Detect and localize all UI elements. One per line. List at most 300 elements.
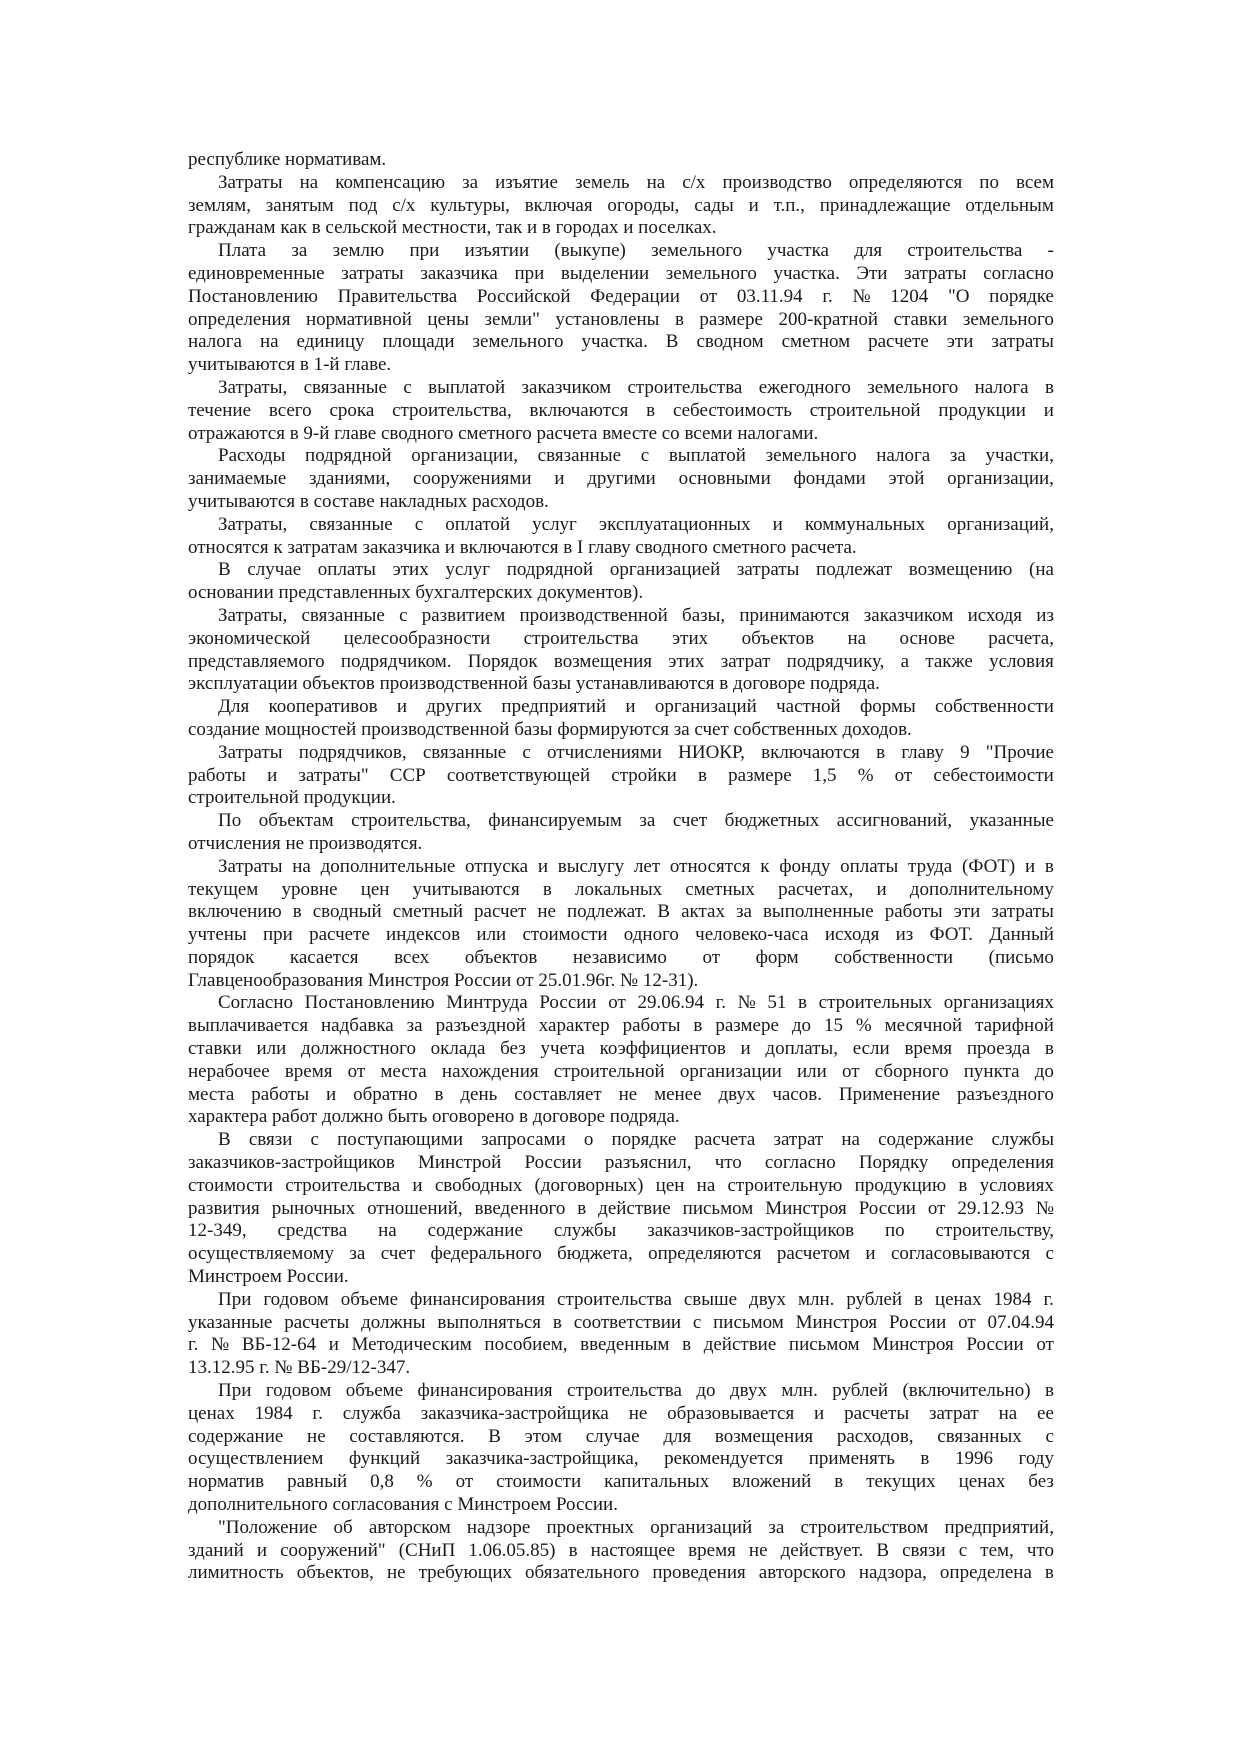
word: году <box>1018 1448 1054 1470</box>
word: Затраты <box>218 855 283 877</box>
word: заказчика <box>420 262 498 284</box>
word: услуг <box>532 513 577 535</box>
word: включаются <box>529 399 629 421</box>
word: проведения <box>652 1562 746 1584</box>
word: о <box>583 1129 594 1151</box>
word: объектов <box>302 673 375 695</box>
word: бухгалтерских <box>415 582 533 604</box>
word: к <box>760 855 770 877</box>
word: расчете <box>309 924 370 946</box>
word: фондами <box>793 468 866 490</box>
text-line <box>188 1448 1054 1471</box>
word: формы <box>859 696 916 718</box>
word: определения <box>951 1152 1054 1174</box>
word: и <box>1024 855 1036 877</box>
word: ценах <box>958 1471 1006 1493</box>
word: оплаты <box>317 559 376 581</box>
word: затраты <box>736 559 800 581</box>
text-line <box>188 286 1054 309</box>
word: всеми <box>684 422 733 444</box>
word: за <box>673 718 690 740</box>
word: условия <box>989 650 1054 672</box>
word: под <box>348 194 378 216</box>
text-line <box>188 559 1054 582</box>
word: 07.04.94 <box>987 1311 1054 1333</box>
word: запросами <box>481 1129 566 1151</box>
text-line <box>188 901 1054 924</box>
word: единицу <box>296 331 365 353</box>
word: производятся. <box>308 832 423 854</box>
word: производственной <box>361 718 510 740</box>
word: эксплуатационных <box>598 513 751 535</box>
word: в <box>1044 855 1054 877</box>
word: (ФОТ) <box>962 855 1016 877</box>
word: на <box>299 171 319 193</box>
word: порядке <box>611 1129 677 1151</box>
word: главу <box>901 741 944 763</box>
word: если <box>852 1038 890 1060</box>
word: занятым <box>265 194 334 216</box>
word: учета <box>540 1038 585 1060</box>
word: Затраты <box>218 741 283 763</box>
word: других <box>426 696 483 718</box>
word: заказчика <box>362 536 441 558</box>
word: сады <box>694 194 734 216</box>
word: налога <box>876 445 931 467</box>
word: затрат <box>720 650 771 672</box>
word: действует. <box>780 1539 864 1561</box>
word: с/х <box>392 194 416 216</box>
word: России. <box>286 1266 349 1288</box>
word: % <box>416 1471 433 1493</box>
word: этой <box>888 468 925 490</box>
word: включаются <box>761 741 860 763</box>
word: всего <box>268 399 312 421</box>
word: сводного <box>635 536 708 558</box>
word: от <box>699 285 718 307</box>
word: и <box>554 468 565 490</box>
word: Минстроя <box>367 969 450 991</box>
word: в <box>311 217 321 239</box>
word: основании <box>188 582 274 604</box>
word: время <box>904 1038 953 1060</box>
word: млн. <box>797 1288 835 1310</box>
word: в <box>682 1334 692 1356</box>
word: Российской <box>476 285 571 307</box>
word: функций <box>348 1448 421 1470</box>
word: организацией <box>609 559 721 581</box>
text-line <box>188 1220 1054 1243</box>
word: г. <box>312 1402 323 1424</box>
paragraph <box>188 856 1054 993</box>
word: производство <box>722 171 832 193</box>
word: на <box>847 627 867 649</box>
word: строительства <box>567 1380 682 1402</box>
word: письмом <box>788 1334 860 1356</box>
word: с <box>1045 1243 1054 1265</box>
word: или <box>797 1060 827 1082</box>
word: в <box>1044 1562 1054 1584</box>
word: частной <box>776 696 841 718</box>
word: дополнительному <box>909 878 1054 900</box>
word: затраты <box>341 262 404 284</box>
word: затратам <box>287 536 358 558</box>
word: базы, <box>682 604 726 626</box>
word: выполняться <box>437 1311 542 1333</box>
word: соответствующей <box>446 764 591 786</box>
word: строительной <box>553 1060 665 1082</box>
word: за <box>349 1243 366 1265</box>
paragraph <box>188 1129 1054 1289</box>
text-line <box>188 1084 1054 1107</box>
word: включая <box>524 194 593 216</box>
word: зданиями, <box>309 468 391 490</box>
word: строительства <box>523 627 639 649</box>
word: нормативам. <box>285 149 387 170</box>
word: затраты <box>904 262 967 284</box>
word: учитываются <box>412 878 520 900</box>
word: при <box>514 262 545 284</box>
word: 1-й <box>313 354 340 376</box>
word: финансируемым <box>488 810 622 832</box>
word: 9 <box>960 741 970 763</box>
word: от <box>702 946 721 968</box>
word: работы <box>622 1015 681 1037</box>
word: содержание <box>878 1129 974 1151</box>
word: городах <box>555 217 619 239</box>
word: и <box>444 536 455 558</box>
word: стоимости <box>496 1471 582 1493</box>
text-line <box>188 491 1054 514</box>
word: Федерации <box>590 285 680 307</box>
word: свыше <box>683 1288 738 1310</box>
paragraph <box>188 1380 1054 1517</box>
word: доплаты, <box>765 1038 838 1060</box>
word: введенного <box>474 1197 566 1219</box>
word: (включительно) <box>902 1380 1031 1402</box>
word: 1996 <box>954 1448 993 1470</box>
word: расчеты <box>284 1311 350 1333</box>
word: ФОТ. <box>929 924 973 946</box>
word: По <box>218 810 242 832</box>
word: 9-й <box>303 422 330 444</box>
word: России <box>858 1197 916 1219</box>
word: % <box>857 764 874 786</box>
word: сметном <box>781 331 851 353</box>
word: В <box>488 1425 501 1447</box>
word: с <box>958 1539 968 1561</box>
word: обязательного <box>525 1562 640 1584</box>
word: оплатой <box>445 513 511 535</box>
word: услуг <box>445 559 491 581</box>
word: месячной <box>884 1015 963 1037</box>
word: этих <box>392 559 429 581</box>
word: гражданам <box>188 217 276 239</box>
word: работы <box>188 764 246 786</box>
word: принимаются <box>739 604 850 626</box>
word: ее <box>1037 1402 1054 1424</box>
word: выплатой <box>428 376 506 398</box>
word: поселках. <box>638 217 717 239</box>
word: "Положение <box>218 1516 318 1538</box>
word: стоимости <box>188 1174 274 1196</box>
word: 12-31). <box>642 969 699 991</box>
word: осуществлением <box>188 1448 324 1470</box>
word: время <box>284 1060 333 1082</box>
word: труда <box>908 855 953 877</box>
word: В <box>657 901 671 923</box>
word: строительства, <box>351 810 471 832</box>
word: г. <box>188 1334 199 1356</box>
word: должно <box>321 1106 384 1128</box>
word: В <box>876 1539 890 1561</box>
word: Правительства <box>337 285 458 307</box>
word: разъездной <box>435 1015 526 1037</box>
word: в <box>519 1106 529 1128</box>
word: кооперативов <box>268 696 378 718</box>
word: от <box>516 969 534 991</box>
word: места <box>188 1083 235 1105</box>
word: с <box>1045 1425 1054 1447</box>
word: России <box>966 1334 1024 1356</box>
word: оговорено <box>432 1106 515 1128</box>
word: 15 <box>823 1015 843 1037</box>
word: собственных <box>733 718 838 740</box>
word: культуры, <box>430 194 510 216</box>
word: в <box>697 764 707 786</box>
word: определяются <box>648 1243 762 1265</box>
word: возмещения <box>553 650 653 672</box>
text-line <box>188 1471 1054 1494</box>
word: компенсацию <box>335 171 446 193</box>
word: также <box>925 650 973 672</box>
text-line <box>188 1562 1054 1585</box>
word: Минтруда <box>446 992 528 1014</box>
text-line <box>188 331 1054 354</box>
word: 1984 <box>993 1288 1032 1310</box>
word: часов. <box>772 1083 822 1105</box>
word: в <box>1044 1380 1054 1402</box>
word: расчет <box>474 901 527 923</box>
word: в <box>876 741 886 763</box>
word: подрядной <box>305 445 392 467</box>
word: выплатой <box>668 445 746 467</box>
word: России <box>889 1311 947 1333</box>
word: эксплуатации <box>188 673 298 695</box>
word: письмом <box>682 1197 754 1219</box>
word: отношений, <box>367 1197 463 1219</box>
word: в <box>834 1471 844 1493</box>
word: В <box>218 559 231 581</box>
word: с <box>444 1494 453 1516</box>
word: ассигнований, <box>836 810 953 832</box>
paragraph <box>188 559 1054 605</box>
word: учитываются <box>188 354 296 376</box>
word: с <box>522 741 531 763</box>
document-page <box>188 149 1054 1585</box>
text-line <box>188 719 1054 742</box>
word: № <box>620 969 639 991</box>
word: Затраты, <box>218 513 288 535</box>
word: указанные <box>188 1311 273 1333</box>
word: в <box>646 399 656 421</box>
word: службы <box>553 1220 617 1242</box>
word: в <box>299 490 309 512</box>
word: или <box>256 1038 287 1060</box>
word: поступающими <box>337 1129 463 1151</box>
word: осуществляемому <box>188 1243 334 1265</box>
word: авторском <box>368 1516 451 1538</box>
paragraph <box>188 514 1054 560</box>
word: включаются <box>459 536 559 558</box>
word: отражаются <box>188 422 285 444</box>
word: участка. <box>773 262 840 284</box>
word: до <box>696 1380 716 1402</box>
word: затраты" <box>298 764 369 786</box>
word: определяются <box>848 171 963 193</box>
word: или <box>476 924 507 946</box>
word: Постановлению <box>188 285 318 307</box>
word: г. <box>715 992 726 1014</box>
word: I <box>576 536 584 558</box>
word: млн. <box>781 1380 818 1402</box>
word: с/х <box>682 171 706 193</box>
word: расчета. <box>790 536 857 558</box>
text-line <box>188 354 1054 377</box>
word: размере <box>715 1015 779 1037</box>
word: независимо <box>572 946 667 968</box>
word: характера <box>188 1106 268 1128</box>
word: мощностей <box>264 718 357 740</box>
text-line <box>188 1152 1054 1175</box>
word: свободных <box>434 1174 523 1196</box>
word: 0,8 <box>370 1471 394 1493</box>
word: затрат <box>773 1129 824 1151</box>
word: 03.11.94 <box>736 285 803 307</box>
word: за <box>462 171 479 193</box>
word: надзора, <box>858 1562 927 1584</box>
word: и <box>526 217 538 239</box>
word: проектных <box>546 1516 634 1538</box>
text-line <box>188 1426 1054 1449</box>
word: эти <box>953 901 981 923</box>
word: России <box>454 969 512 991</box>
word: заказчиков-застройщиков <box>188 1152 395 1174</box>
word: текущих <box>866 1471 936 1493</box>
word: течение <box>188 399 252 421</box>
word: № <box>852 285 871 307</box>
word: объектов <box>464 946 538 968</box>
word: обратно <box>353 1083 418 1105</box>
word: тем, <box>980 1539 1014 1561</box>
word: цен <box>360 878 390 900</box>
word: заказчика-застройщика, <box>445 1448 639 1470</box>
word: 1984 <box>254 1402 293 1424</box>
word: федерального <box>430 1243 542 1265</box>
paragraph <box>188 445 1054 513</box>
word: При <box>218 1288 252 1310</box>
word: участки, <box>985 445 1054 467</box>
word: содержание <box>188 1425 284 1447</box>
word: связи <box>248 1129 293 1151</box>
word: двух <box>718 1083 756 1105</box>
word: объеме <box>340 1288 399 1310</box>
word: счет <box>672 810 708 832</box>
word: надбавка <box>321 1015 394 1037</box>
word: себестоимость <box>672 399 792 421</box>
word: включению <box>188 901 282 923</box>
word: и <box>326 1083 337 1105</box>
word: сводный <box>312 901 382 923</box>
word: № <box>1035 1197 1054 1219</box>
word: г. <box>1043 1288 1054 1310</box>
word: изъятии <box>464 240 530 262</box>
word: огороды, <box>607 194 680 216</box>
text-line <box>188 400 1054 423</box>
word: продукции. <box>303 787 396 809</box>
word: заказчиком <box>863 604 954 626</box>
paragraph <box>188 240 1054 377</box>
word: ССР <box>389 764 426 786</box>
word: возмещению <box>908 559 1013 581</box>
word: выслугу <box>557 855 625 877</box>
word: и <box>772 513 783 535</box>
text-line <box>188 263 1054 286</box>
word: учтены <box>188 924 247 946</box>
word: всем <box>1016 171 1054 193</box>
word: с <box>692 1311 702 1333</box>
word: из <box>895 924 914 946</box>
word: человеко-часа <box>695 924 809 946</box>
word: (договорных) <box>534 1174 644 1196</box>
word: подрядчиком. <box>340 650 452 672</box>
text-line <box>188 787 1054 810</box>
word: предприятий <box>501 696 607 718</box>
word: не <box>628 1402 648 1424</box>
word: земли" <box>484 308 540 330</box>
word: работ <box>272 1106 318 1128</box>
text-line <box>188 1061 1054 1084</box>
word: исходя <box>967 604 1023 626</box>
word: Методическим <box>351 1334 472 1356</box>
paragraph <box>188 742 1054 810</box>
word: выплачивается <box>188 1015 309 1037</box>
word: равный <box>287 1471 348 1493</box>
text-line <box>188 651 1054 674</box>
word: Плата <box>218 240 267 262</box>
word: производственной <box>519 604 668 626</box>
word: связанные <box>309 513 393 535</box>
text-line <box>188 1266 1054 1289</box>
text-line <box>188 149 1054 172</box>
word: связанные <box>537 445 622 467</box>
word: в <box>289 422 299 444</box>
word: не <box>307 1425 326 1447</box>
paragraph <box>188 1289 1054 1380</box>
word: фонду <box>779 855 831 877</box>
word: на <box>841 1129 860 1151</box>
word: Минстрой <box>417 1152 502 1174</box>
word: уровне <box>281 878 338 900</box>
word: связанные <box>303 376 387 398</box>
word: не <box>386 1562 406 1584</box>
text-line <box>188 992 1054 1015</box>
word: ежегодного <box>758 376 851 398</box>
word: 1204 <box>890 285 929 307</box>
word: сметного <box>712 536 787 558</box>
word: России <box>539 992 597 1014</box>
word: из <box>1036 604 1054 626</box>
